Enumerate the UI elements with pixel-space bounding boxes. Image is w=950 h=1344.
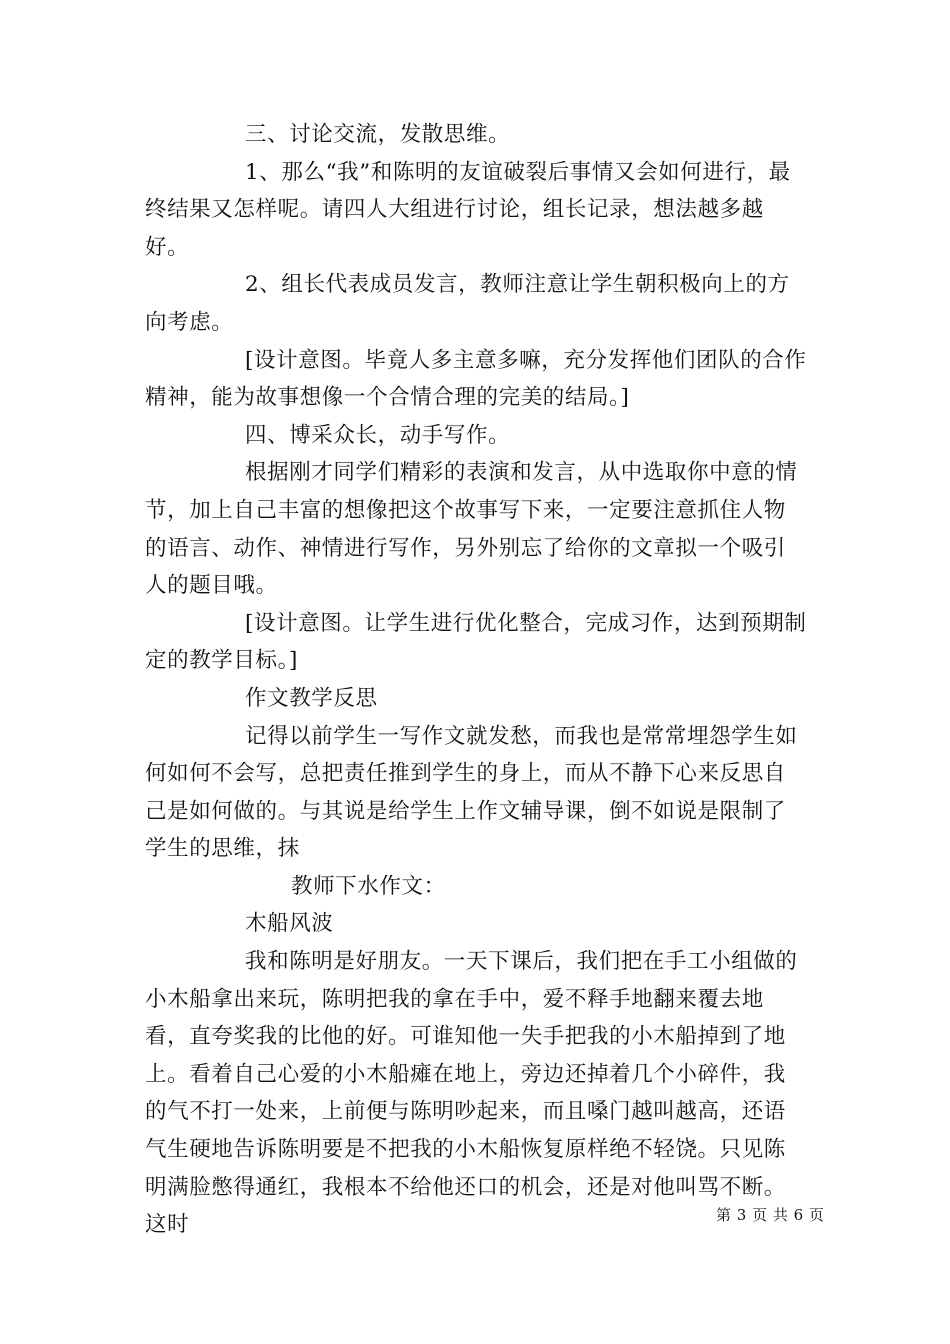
essay-body: 我和陈明是好朋友。一天下课后，我们把在手工小组做的小木船拿出来玩，陈明把我的拿在手中，爱不释手地翻来覆去地看，直夸奖我的比他的好。可谁知他一失手把我的小木船掉到了地上。看着自己心爱的小木船瘫在地上，旁边还掉着几个小碎件，我的气不打一处来，上前便与陈明吵起来，而且嗓门越叫越高，还语气生硬地告诉陈明要是不把我的小木船恢复原样绝不轻饶。只见陈明满脸憋得通红，我根本不给他还口的机会，还是对他叫骂不断。这时 [145,949,798,1238]
section-heading-model-essay: 教师下水作文： [291,873,446,899]
paragraph-design-intent-2: [设计意图。让学生进行优化整合，完成习作，达到预期制定的教学目标。] [145,610,807,674]
paragraph-discussion-step-2: 2、组长代表成员发言，教师注意让学生朝积极向上的方向考虑。 [145,272,790,335]
paragraph-discussion-step-1: 1、那么“我”和陈明的友谊破裂后事情又会如何进行，最终结果又怎样呢。请四人大组进行讨论，组长记录，想法越多越好。 [145,159,791,260]
page-number-footer: 第 3 页 共 6 页 [716,1206,825,1224]
section-heading-reflection: 作文教学反思 [245,685,378,711]
document-body [145,116,807,1244]
paragraph-reflection: 记得以前学生一写作文就发愁，而我也是常常埋怨学生如何如何不会写，总把责任推到学生的身上，而从不静下心来反思自己是如何做的。与其说是给学生上作文辅导课，倒不如说是限制了学生的思维，抹 [145,723,798,862]
paragraph-writing-instructions: 根据刚才同学们精彩的表演和发言，从中选取你中意的情节，加上自己丰富的想像把这个故事写下来，一定要注意抓住人物的语言、动作、神情进行写作，另外别忘了给你的文章拟一个吸引人的题目哦。 [145,460,798,599]
section-heading-discussion: 三、讨论交流，发散思维。 [245,122,511,147]
section-heading-writing: 四、博采众长，动手写作。 [245,422,511,448]
paragraph-design-intent-1: [设计意图。毕竟人多主意多嘛，充分发挥他们团队的合作精神，能为故事想像一个合情合理的完美的结局。] [145,347,807,411]
essay-title: 木船风波 [245,911,334,937]
